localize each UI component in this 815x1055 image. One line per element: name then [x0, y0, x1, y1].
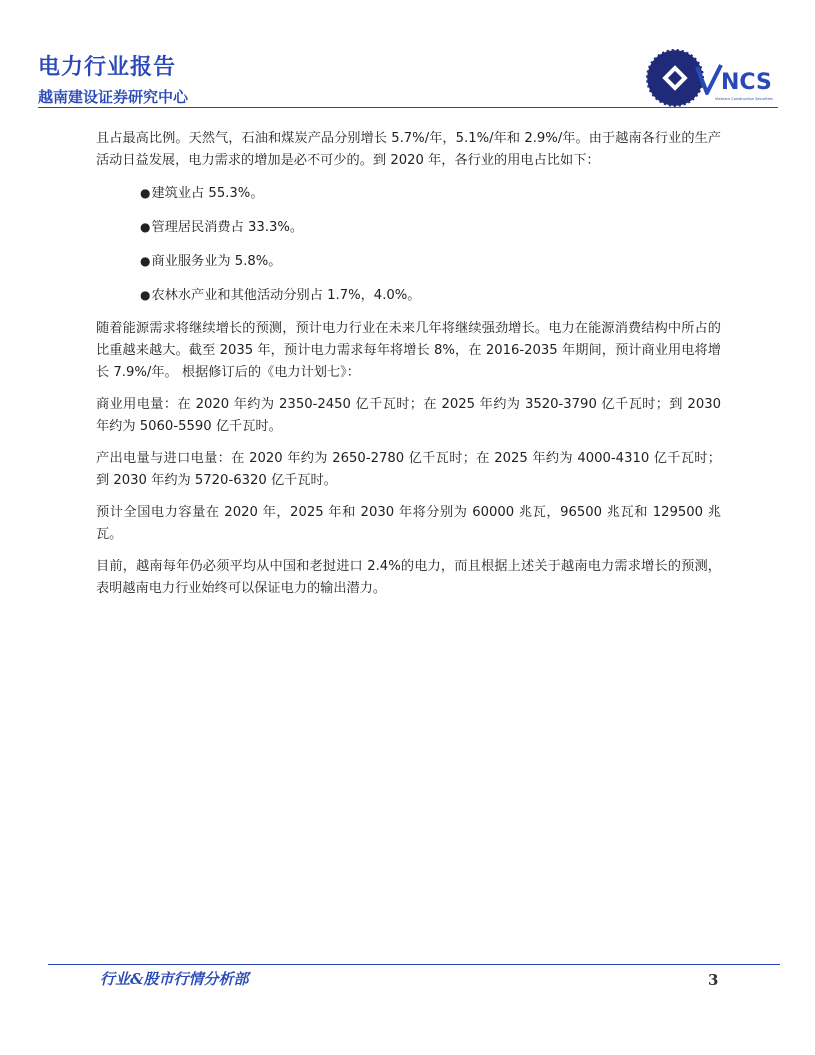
paragraph-output-import: 产出电量与进口电量：在 2020 年约为 2650-2780 亿千瓦时；在 2025 年约为 4000-4310 亿千瓦时；到 2030 年约为 5720-6320 亿千瓦时。	[96, 451, 721, 488]
report-title: 电力行业报告	[38, 55, 177, 80]
report-subtitle: 越南建设证券研究中心	[38, 88, 189, 106]
footer-divider	[48, 964, 780, 965]
bullet-icon: ●	[140, 288, 151, 302]
logo-small-text: Vietnam Construction Securities	[715, 97, 773, 101]
paragraph-demand-forecast: 随着能源需求将继续增长的预测，预计电力行业在未来几年将继续强劲增长。电力在能源消费结构中所占的比重越来越大。截至 2035 年，预计电力需求每年将增长 8%，在 2016-2035 年期间，预计商业用电将增长 7.9%/年。 根据修订后的《电力计划七》：	[96, 321, 721, 380]
bullet-icon: ●	[140, 186, 151, 200]
list-item: ●建筑业占 55.3%。	[140, 186, 264, 201]
header-divider	[38, 107, 778, 108]
bullet-icon: ●	[140, 220, 151, 234]
sector-share-list	[96, 182, 721, 307]
bullet-icon: ●	[140, 254, 151, 268]
logo-text: NCS	[721, 70, 772, 95]
paragraph-commercial-consumption: 商业用电量：在 2020 年约为 2350-2450 亿千瓦时；在 2025 年约为 3520-3790 亿千瓦时；到 2030 年约为 5060-5590 亿千瓦时。	[96, 397, 721, 434]
paragraph-capacity: 预计全国电力容量在 2020 年，2025 年和 2030 年将分别为 60000 兆瓦，96500 兆瓦和 129500 兆瓦。	[96, 505, 721, 542]
footer-department: 行业&股市行情分析部	[100, 970, 249, 988]
list-item: ●商业服务业为 5.8%。	[140, 254, 282, 269]
list-item: ●管理居民消费占 33.3%。	[140, 220, 304, 235]
report-body	[96, 128, 721, 610]
list-item: ●农林水产业和其他活动分别占 1.7%，4.0%。	[140, 288, 421, 303]
paragraph-sector-growth: 且占最高比例。天然气，石油和煤炭产品分别增长 5.7%/年，5.1%/年和 2.9%/年。由于越南各行业的生产活动日益发展，电力需求的增加是必不可少的。到 2020 年，各行业的用电占比如下：	[96, 131, 721, 168]
vncs-logo	[645, 45, 780, 110]
paragraph-imports: 目前，越南每年仍必须平均从中国和老挝进口 2.4%的电力，而且根据上述关于越南电力需求增长的预测，表明越南电力行业始终可以保证电力的输出潜力。	[96, 559, 721, 596]
page-number: 3	[708, 971, 719, 989]
